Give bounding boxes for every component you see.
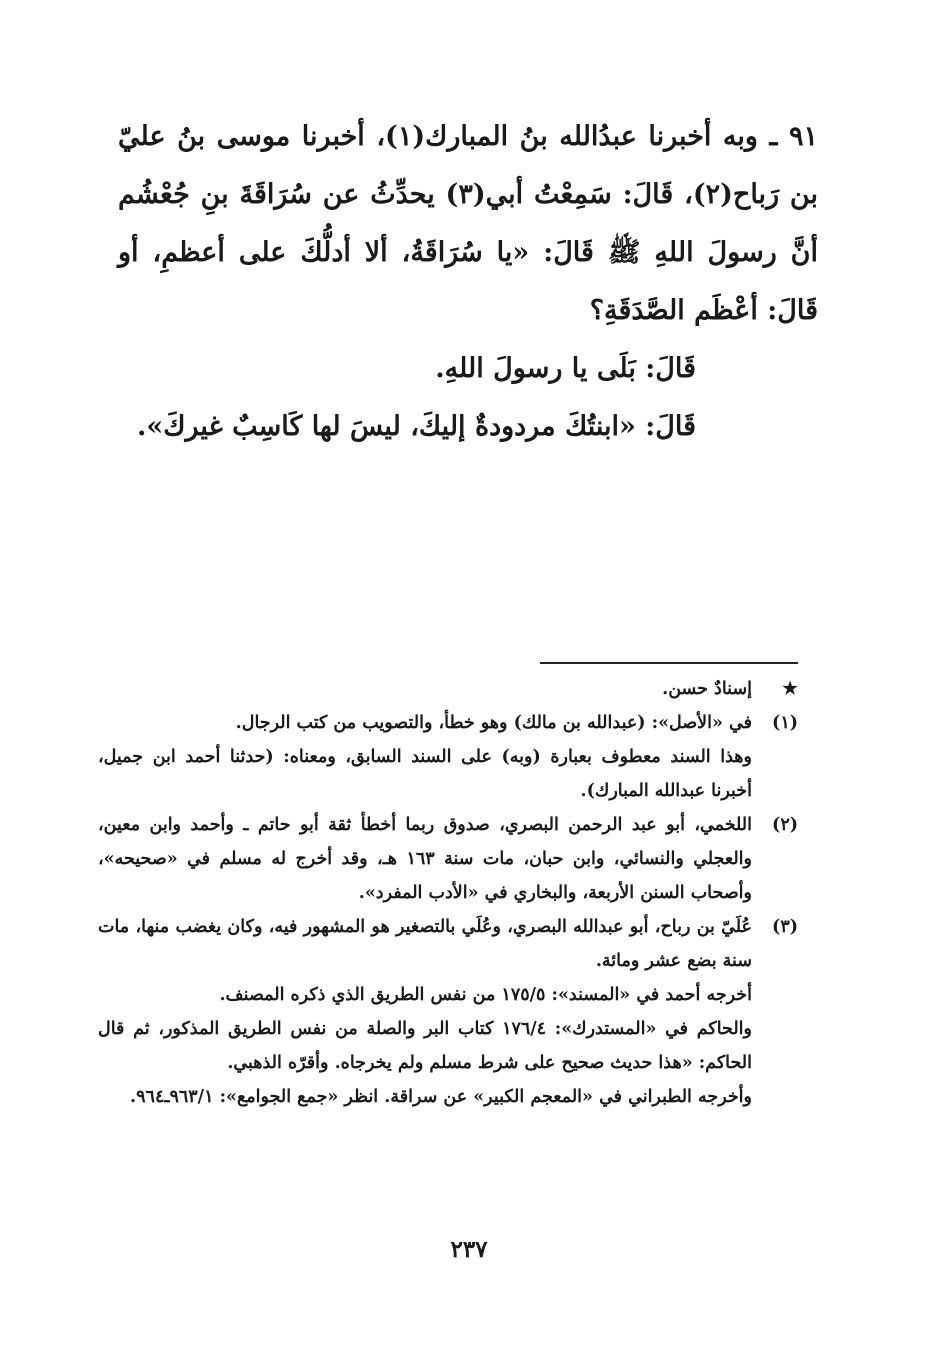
footnote-body bbox=[98, 672, 752, 706]
footnote-3 bbox=[98, 910, 798, 1114]
star-marker: ★ bbox=[782, 679, 798, 699]
hadith-text bbox=[118, 108, 818, 456]
footnote-line: عُلَيّ بن رباح، أبو عبدالله البصري، وعُلَي بالتصغير هو المشهور فيه، وكان يغضب منها، مات سنة بضع عشر ومائة. bbox=[98, 917, 752, 971]
footnote-body bbox=[98, 910, 752, 1114]
footnote-line: إسنادٌ حسن. bbox=[662, 679, 752, 699]
footnote-line: اللخمي، أبو عبد الرحمن البصري، صدوق ربما أخطأ ثقة أبو حاتم ـ وأحمد وابن معين، والعجلي والنسائي، وابن حبان، مات سنة ١٦٣ هـ، وقد أخرج له مسلم في «صحيحه»، وأصحاب السنن الأربعة، والبخاري في «الأدب المفرد». bbox=[98, 815, 752, 903]
footnote-1 bbox=[98, 706, 798, 808]
footnote-2 bbox=[98, 808, 798, 910]
reply-line-2: قَالَ: «ابنتُكَ مردودةٌ إليكَ، ليسَ لها كَاسِبٌ غيركَ». bbox=[137, 411, 696, 442]
page-number: ٢٣٧ bbox=[450, 1236, 488, 1263]
footnote-marker: (٣) bbox=[772, 917, 798, 937]
footnote-line: والحاكم في «المستدرك»: ١٧٦/٤ كتاب البر والصلة من نفس الطريق المذكور، ثم قال الحاكم: «هذا حديث صحيح على شرط مسلم ولم يخرجاه. وأقرّه الذهبي. bbox=[98, 1019, 752, 1073]
reply-line-1: قَالَ: بَلَى يا رسولَ اللهِ. bbox=[435, 353, 696, 384]
footnote-body bbox=[98, 808, 752, 910]
footnote-body bbox=[98, 706, 752, 808]
footnote-star bbox=[98, 672, 798, 706]
footnotes bbox=[98, 672, 798, 1114]
footnote-line: أخرجه أحمد في «المسند»: ١٧٥/٥ من نفس الطريق الذي ذكره المصنف. bbox=[219, 985, 752, 1005]
footnote-line: وهذا السند معطوف بعبارة (وبه) على السند السابق، ومعناه: (حدثنا أحمد ابن جميل، أخبرنا عبدالله المبارك). bbox=[98, 747, 752, 801]
footnote-marker: (٢) bbox=[772, 815, 798, 835]
footnote-line: في «الأصل»: (عبدالله بن مالك) وهو خطأ، والتصويب من كتب الرجال. bbox=[235, 713, 752, 733]
footnote-separator bbox=[540, 662, 798, 664]
footnote-line: وأخرجه الطبراني في «المعجم الكبير» عن سراقة. انظر «جمع الجوامع»: ٩٦٣/١ـ٩٦٤. bbox=[130, 1087, 752, 1107]
footnote-marker: (١) bbox=[772, 713, 798, 733]
hadith-paragraph: ٩١ ـ وبه أخبرنا عبدُالله بنُ المبارك(١)، أخبرنا موسى بنُ عليّ بن رَباح(٢)، قَالَ: سَمِعْتُ أبي(٣) يحدِّثُ عن سُرَاقَةَ بنِ جُعْشُم أنَّ رسولَ اللهِ ﷺ قَالَ: «يا سُرَاقَةُ، ألا أدلُّكَ على أعظمِ، أو قَالَ: أعْظَم الصَّدَقَةِ؟ bbox=[118, 121, 819, 326]
